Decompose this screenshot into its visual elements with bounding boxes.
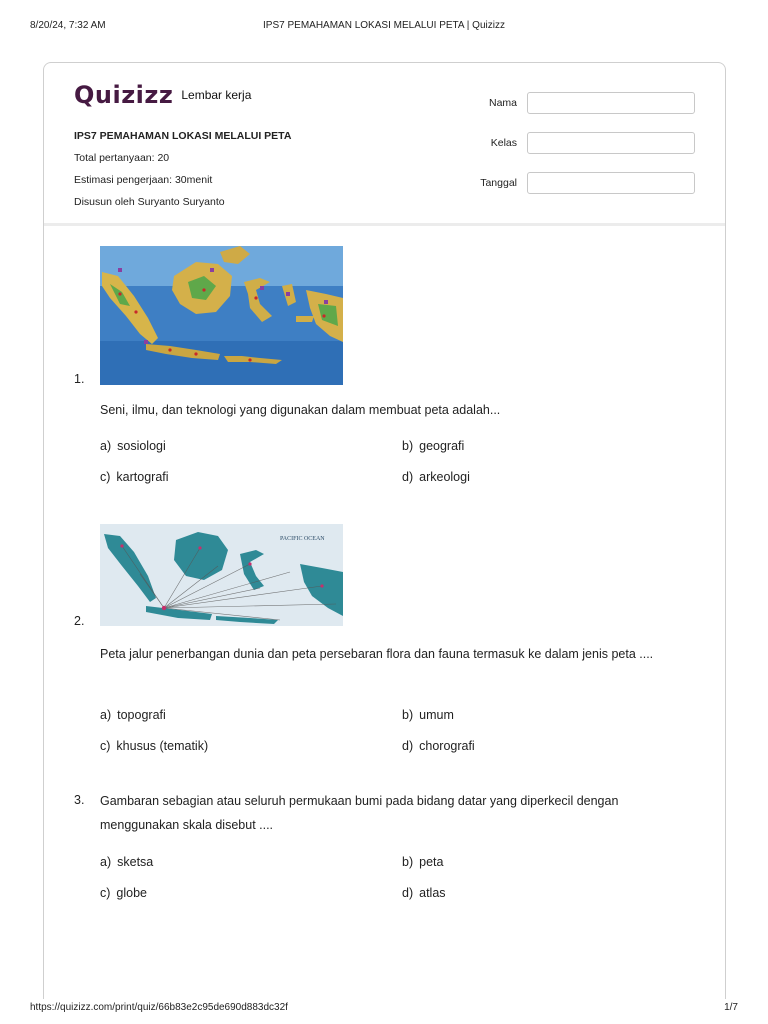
print-document-title: IPS7 PEMAHAMAN LOKASI MELALUI PETA | Quizizz <box>263 20 505 31</box>
option-letter: c) <box>100 886 111 900</box>
quiz-author: Disusun oleh Suryanto Suryanto <box>74 196 225 208</box>
option-b[interactable] <box>402 439 464 453</box>
question-text: Peta jalur penerbangan dunia dan peta persebaran flora dan fauna termasuk ke dalam jenis peta .... <box>100 647 654 661</box>
option-text: peta <box>419 855 444 869</box>
option-text: arkeologi <box>419 470 470 484</box>
class-label: Kelas <box>490 137 517 149</box>
option-c[interactable] <box>100 739 208 753</box>
option-letter: c) <box>100 470 111 484</box>
option-a[interactable] <box>100 708 166 722</box>
total-questions: Total pertanyaan: 20 <box>74 152 170 164</box>
name-field[interactable] <box>527 92 695 114</box>
print-footer <box>0 994 768 1024</box>
worksheet-label: Lembar kerja <box>181 88 252 102</box>
date-field-row <box>465 171 695 195</box>
brand <box>74 83 251 107</box>
map-ocean-label: PACIFIC OCEAN <box>280 536 325 542</box>
name-label: Nama <box>488 97 517 109</box>
option-text: sosiologi <box>117 439 166 453</box>
option-text: chorografi <box>419 739 475 753</box>
option-d[interactable] <box>402 739 475 753</box>
estimated-time: Estimasi pengerjaan: 30menit <box>74 174 213 186</box>
quiz-meta <box>74 125 291 213</box>
date-field[interactable] <box>527 172 695 194</box>
option-text: khusus (tematik) <box>116 739 209 753</box>
option-text: umum <box>419 708 454 722</box>
option-letter: a) <box>100 855 112 869</box>
option-b[interactable] <box>402 708 454 722</box>
class-field[interactable] <box>527 132 695 154</box>
option-text: atlas <box>419 886 446 900</box>
option-text: globe <box>116 886 148 900</box>
worksheet-header <box>44 63 725 226</box>
question-number: 2. <box>74 614 85 628</box>
question-text: Gambaran sebagian atau seluruh permukaan bumi pada bidang datar yang diperkecil dengan menggunakan skala disebut .... <box>100 794 619 832</box>
option-d[interactable] <box>402 470 470 484</box>
option-letter: b) <box>402 439 414 453</box>
option-b[interactable] <box>402 855 443 869</box>
option-letter: a) <box>100 439 112 453</box>
option-letter: d) <box>402 470 414 484</box>
question-number: 3. <box>74 793 85 807</box>
question-text: Seni, ilmu, dan teknologi yang digunakan dalam membuat peta adalah... <box>100 403 501 417</box>
name-field-row <box>465 91 695 115</box>
quizizz-logo: Quizizz <box>74 81 174 109</box>
question-1 <box>74 246 694 506</box>
student-info-fields <box>465 91 695 211</box>
option-text: sketsa <box>117 855 154 869</box>
option-text: kartografi <box>116 470 169 484</box>
option-d[interactable] <box>402 886 446 900</box>
option-letter: b) <box>402 855 414 869</box>
indonesia-map-image <box>100 246 343 390</box>
question-3 <box>74 789 694 909</box>
print-datetime: 8/20/24, 7:32 AM <box>30 20 106 31</box>
option-letter: a) <box>100 708 112 722</box>
flight-route-map-image <box>100 524 343 631</box>
class-field-row <box>465 131 695 155</box>
option-c[interactable] <box>100 886 147 900</box>
option-a[interactable] <box>100 439 166 453</box>
question-number: 1. <box>74 372 85 386</box>
option-text: geografi <box>419 439 465 453</box>
question-2 <box>74 524 694 764</box>
option-letter: c) <box>100 739 111 753</box>
option-a[interactable] <box>100 855 153 869</box>
option-letter: d) <box>402 739 414 753</box>
print-header <box>0 0 768 40</box>
option-letter: b) <box>402 708 414 722</box>
date-label: Tanggal <box>480 177 517 189</box>
page-number: 1/7 <box>724 1002 738 1013</box>
option-text: topografi <box>117 708 166 722</box>
worksheet <box>43 62 726 999</box>
option-c[interactable] <box>100 470 169 484</box>
option-letter: d) <box>402 886 414 900</box>
print-url: https://quizizz.com/print/quiz/66b83e2c95de690d883dc32f <box>30 1002 288 1013</box>
quiz-title: IPS7 PEMAHAMAN LOKASI MELALUI PETA <box>74 130 292 142</box>
